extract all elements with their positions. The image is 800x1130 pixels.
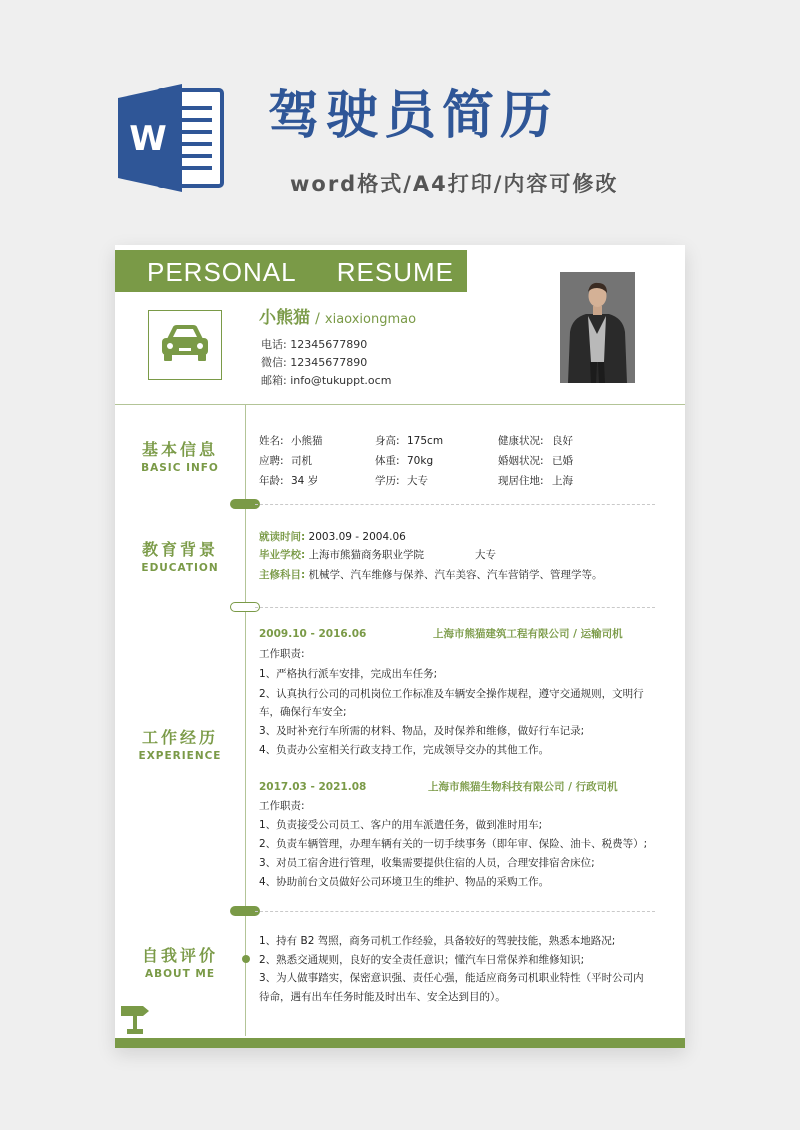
education-time	[259, 529, 406, 545]
basic-value: 175cm	[407, 435, 444, 447]
job-period: 2017.03 - 2021.08	[259, 781, 367, 793]
experience-title-cn: 工作经历	[141, 728, 218, 747]
phone-value: 12345677890	[290, 338, 368, 351]
job-duty-line: 3、及时补充行车所需的材料、物品，及时保养和维修，做好行车记录;	[259, 725, 585, 737]
header-title	[147, 250, 454, 292]
resume-paper	[115, 245, 685, 1048]
email-label: 邮箱:	[261, 374, 287, 387]
basic-label: 姓名:	[259, 435, 284, 447]
basic-value: 70kg	[407, 455, 434, 467]
email-value: info@tukuppt.ocm	[290, 374, 392, 387]
banner-title: 驾驶员简历	[268, 86, 559, 146]
section-divider	[255, 607, 655, 608]
job-company: 上海市熊猫生物科技有限公司 / 行政司机	[428, 781, 618, 793]
basic-value: 司机	[291, 455, 312, 467]
car-icon	[149, 311, 221, 379]
car-icon-box	[148, 310, 222, 380]
job-duty-line: 4、负责办公室相关行政支持工作，完成领导交办的其他工作。	[259, 744, 550, 756]
basic-value: 大专	[407, 475, 428, 487]
job-duty-label: 工作职责:	[259, 648, 305, 660]
wechat-line	[261, 354, 367, 372]
job-duty-line: 3、对员工宿舍进行管理，收集需要提供住宿的人员，合理安排宿舍床位;	[259, 857, 595, 869]
basic-label: 体重:	[375, 455, 400, 467]
about-line: 3、为人做事踏实，保密意识强、责任心强，能适应商务司机职业特性（平时公司内	[259, 972, 644, 984]
education-time-value: 2003.09 - 2004.06	[308, 531, 406, 543]
basic-value: 良好	[552, 435, 573, 447]
word-document-icon	[118, 84, 228, 192]
job-duty-line: 2、认真执行公司的司机岗位工作标准及车辆安全操作规程，遵守交通规则，文明行	[259, 688, 644, 700]
basic-label: 年龄:	[259, 475, 284, 487]
job-duty-line: 2、负责车辆管理，办理车辆有关的一切手续事务（即年审、保险、油卡、税费等）;	[259, 838, 648, 850]
email-line	[261, 372, 391, 390]
banner-subtitle: word格式/A4打印/内容可修改	[290, 172, 619, 196]
experience-title-en: EXPERIENCE	[138, 750, 222, 762]
footer-bar	[115, 1038, 685, 1048]
job-duty-line: 4、协助前台文员做好公司环境卫生的维护、物品的采购工作。	[259, 876, 550, 888]
phone-line	[261, 336, 367, 354]
wechat-label: 微信:	[261, 356, 287, 369]
basic-label: 健康状况:	[498, 435, 544, 447]
education-title-en: EDUCATION	[141, 562, 219, 574]
about-line: 待命，遇有出车任务时能及时出车、安全达到目的）。	[259, 991, 506, 1003]
education-time-label: 就读时间:	[259, 531, 306, 543]
timeline-dot	[242, 955, 250, 963]
name-line	[259, 305, 416, 331]
name-slash: /	[315, 311, 320, 327]
word-letter: W	[129, 119, 167, 159]
candidate-pinyin: xiaoxiongmao	[324, 312, 417, 327]
basic-value: 已婚	[552, 455, 573, 467]
job-period: 2009.10 - 2016.06	[259, 628, 367, 640]
basic-value: 上海	[552, 475, 573, 487]
header-divider	[115, 404, 685, 405]
education-school	[259, 547, 424, 563]
basic-label: 婚姻状况:	[498, 455, 544, 467]
section-divider	[255, 504, 655, 505]
basic-title-en: BASIC INFO	[141, 462, 219, 474]
profile-photo	[560, 272, 635, 383]
education-school-value: 上海市熊猫商务职业学院	[308, 549, 425, 561]
education-school-label: 毕业学校:	[259, 549, 306, 561]
about-line: 2、熟悉交通规则，良好的安全责任意识；懂汽车日常保养和维修知识;	[259, 954, 585, 966]
header-personal: PERSONAL	[147, 257, 296, 287]
basic-value: 小熊猫	[291, 435, 323, 447]
section-divider	[255, 911, 655, 912]
wechat-value: 12345677890	[290, 356, 368, 369]
about-title-cn: 自我评价	[141, 946, 218, 965]
education-major-label: 主修科目:	[259, 569, 306, 581]
basic-label: 身高:	[375, 435, 400, 447]
about-line: 1、持有 B2 驾照，商务司机工作经验，具备较好的驾驶技能，熟悉本地路况;	[259, 935, 616, 947]
education-title-cn: 教育背景	[141, 540, 218, 559]
candidate-name: 小熊猫	[259, 308, 310, 328]
basic-label: 现居住地:	[498, 475, 544, 487]
header-resume: RESUME	[336, 257, 455, 287]
phone-label: 电话:	[261, 338, 287, 351]
about-title-en: ABOUT ME	[144, 968, 216, 980]
job-duty-line: 1、严格执行派车安排，完成出车任务;	[259, 668, 438, 680]
signpost-icon	[119, 1003, 151, 1037]
education-major	[259, 567, 603, 583]
education-major-value: 机械学、汽车维修与保养、汽车美容、汽车营销学、管理学等。	[308, 569, 603, 581]
education-degree: 大专	[475, 549, 496, 561]
job-duty-label: 工作职责:	[259, 800, 305, 812]
job-company: 上海市熊猫建筑工程有限公司 / 运输司机	[433, 628, 623, 640]
job-duty-line: 1、负责接受公司员工、客户的用车派遣任务，做到准时用车;	[259, 819, 543, 831]
job-duty-line: 车，确保行车安全;	[259, 706, 347, 718]
basic-value: 34 岁	[291, 475, 319, 487]
basic-label: 应聘:	[259, 455, 284, 467]
basic-title-cn: 基本信息	[141, 440, 218, 459]
basic-label: 学历:	[375, 475, 400, 487]
